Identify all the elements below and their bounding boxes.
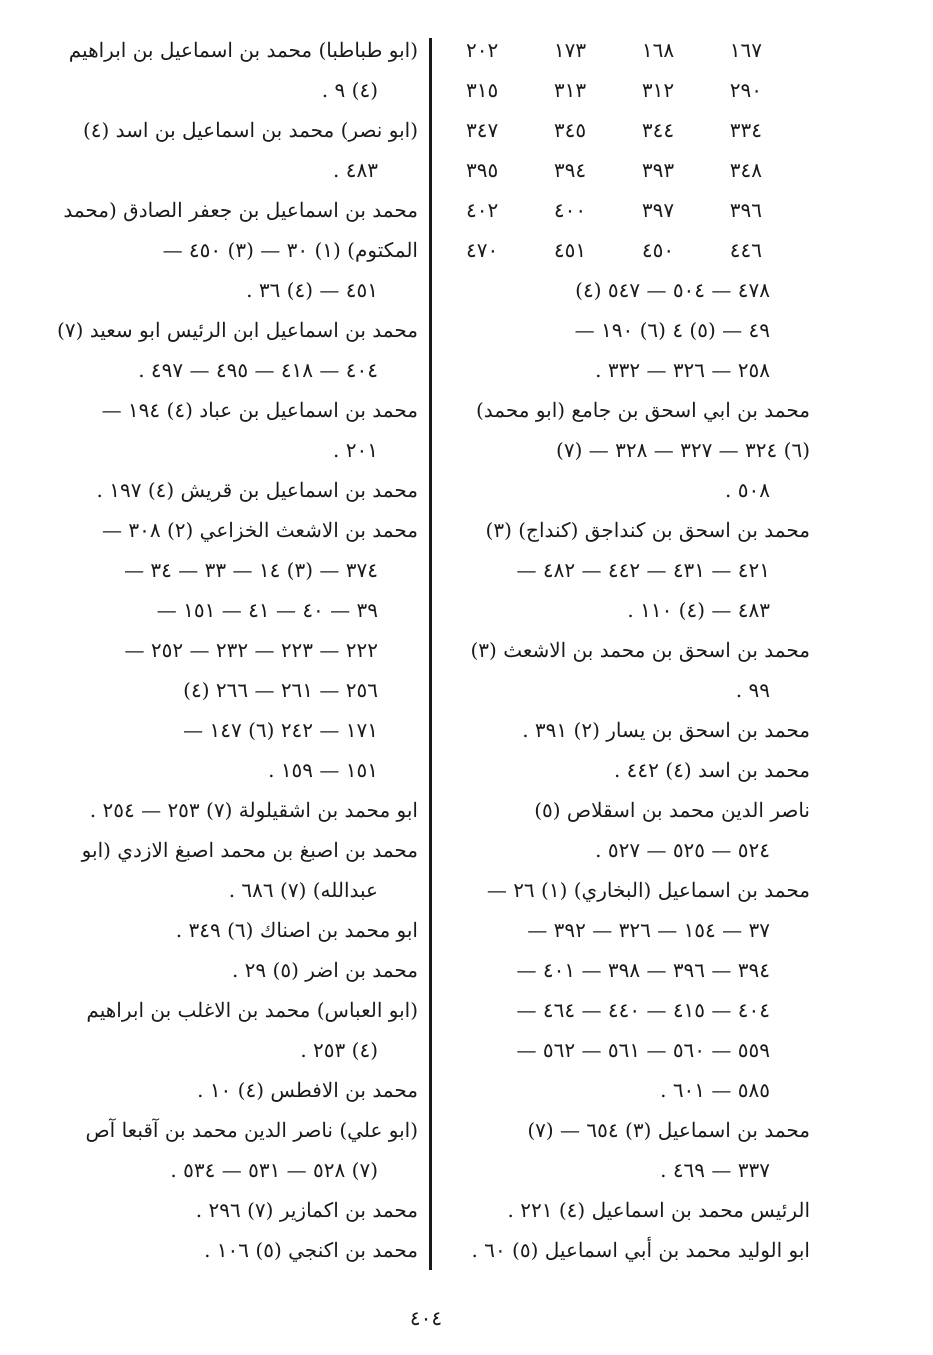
index-continuation: ٤٢١ — ٤٣١ — ٤٤٢ — ٤٨٢ — xyxy=(516,558,770,582)
page-ref: ٣٩٦ xyxy=(729,198,762,222)
page-ref: ٣١٥ xyxy=(466,78,499,102)
page-ref: ٢٠٢ xyxy=(466,38,499,62)
index-continuation: ٥٨٥ — ٦٠١ . xyxy=(660,1078,770,1102)
index-entry: محمد بن اسحق بن كنداجق (كنداج) (٣) xyxy=(485,518,810,542)
page-ref: ٣٩٤ xyxy=(553,158,587,182)
index-continuation: ٤٥١ — (٤) ٣٦ . xyxy=(246,278,378,302)
index-entry: محمد بن اكمازير (٧) ٢٩٦ . xyxy=(195,1198,418,1222)
index-entry: محمد بن اسحق بن يسار (٢) ٣٩١ . xyxy=(522,718,810,742)
index-continuation: ٥٥٩ — ٥٦٠ — ٥٦١ — ٥٦٢ — xyxy=(516,1038,770,1062)
index-entry: ابو محمد بن اشقيلولة (٧) ٢٥٣ — ٢٥٤ . xyxy=(89,798,418,822)
page-ref: ٤٧٠ xyxy=(466,238,499,262)
index-continuation: (٧) ٥٢٨ — ٥٣١ — ٥٣٤ . xyxy=(170,1158,378,1182)
index-continuation: ٥٠٨ . xyxy=(725,478,770,502)
page-ref: ٣١٣ xyxy=(553,78,587,102)
index-entry: محمد بن اسماعيل بن قريش (٤) ١٩٧ . xyxy=(96,478,418,502)
index-continuation: ١٥١ — ١٥٩ . xyxy=(268,758,378,782)
index-entry: (ابو علي) ناصر الدين محمد بن آقبعا آص xyxy=(85,1118,418,1142)
index-continuation: عبدالله) (٧) ٦٨٦ . xyxy=(228,878,378,902)
index-entry: ابو محمد بن اصناك (٦) ٣٤٩ . xyxy=(175,918,418,942)
index-continuation: ٢٥٨ — ٣٢٦ — ٣٣٢ . xyxy=(595,358,770,382)
index-continuation: ٥٢٤ — ٥٢٥ — ٥٢٧ . xyxy=(595,838,770,862)
right-column xyxy=(458,30,810,1270)
index-entry: محمد بن اسماعيل بن جعفر الصادق (محمد xyxy=(63,198,418,222)
index-continuation: ٤٠٤ — ٤١٥ — ٤٤٠ — ٤٦٤ — xyxy=(516,998,770,1022)
index-entry: محمد بن الافطس (٤) ١٠ . xyxy=(197,1078,418,1102)
page-ref: ١٦٨ xyxy=(641,38,675,62)
index-entry: محمد بن اسماعيل ابن الرئيس ابو سعيد (٧) xyxy=(57,318,418,342)
index-entry: (ابو نصر) محمد بن اسماعيل بن اسد (٤) xyxy=(82,118,418,142)
left-column xyxy=(50,30,418,1270)
index-continuation: ٤٨٣ — (٤) ١١٠ . xyxy=(627,598,770,622)
page-ref: ٣٩٧ xyxy=(641,198,675,222)
page-ref: ١٧٣ xyxy=(553,38,587,62)
index-entry: محمد بن اسماعيل (٣) ٦٥٤ — (٧) xyxy=(527,1118,810,1142)
page-ref: ٣٤٤ xyxy=(641,118,675,142)
page-number: ٤٠٤ xyxy=(409,1306,443,1330)
index-entry: محمد بن ابي اسحق بن جامع (ابو محمد) xyxy=(475,398,810,422)
index-continuation: ٣٧ — ١٥٤ — ٣٢٦ — ٣٩٢ — xyxy=(527,918,770,942)
index-entry: الرئيس محمد بن اسماعيل (٤) ٢٢١ . xyxy=(507,1198,810,1222)
page-ref: ٤٥١ xyxy=(553,238,587,262)
index-continuation: ٩٩ . xyxy=(735,678,770,702)
index-continuation: (٤) ٩ . xyxy=(321,78,378,102)
index-continuation: ٤٧٨ — ٥٠٤ — ٥٤٧ (٤) xyxy=(575,278,770,302)
number-row xyxy=(458,30,810,70)
number-row xyxy=(458,70,810,110)
page-ref: ٤٠٠ xyxy=(553,198,587,222)
number-row xyxy=(458,190,810,230)
number-row xyxy=(458,110,810,150)
index-entry: محمد بن اكنجي (٥) ١٠٦ . xyxy=(204,1238,418,1262)
page-ref: ٤٥٠ xyxy=(641,238,675,262)
index-continuation: ٣٣٧ — ٤٦٩ . xyxy=(660,1158,770,1182)
page-ref: ٣١٢ xyxy=(641,78,675,102)
page-ref: ٤٠٢ xyxy=(466,198,499,222)
index-continuation: ٢٥٦ — ٢٦١ — ٢٦٦ (٤) xyxy=(183,678,378,702)
index-entry: محمد بن اسد (٤) ٤٤٢ . xyxy=(613,758,810,782)
index-continuation: ٣٩ — ٤٠ — ٤١ — ١٥١ — xyxy=(156,598,378,622)
page-ref: ٣٣٤ xyxy=(729,118,762,142)
index-entry: محمد بن الاشعث الخزاعي (٢) ٣٠٨ — xyxy=(102,518,418,542)
index-entry: محمد بن اسماعيل (البخاري) (١) ٢٦ — xyxy=(486,878,810,902)
index-continuation: ٤٨٣ . xyxy=(333,158,378,182)
index-entry: ناصر الدين محمد بن اسقلاص (٥) xyxy=(534,798,810,822)
page-ref: ٢٩٠ xyxy=(729,78,762,102)
index-continuation: ١٧١ — ٢٤٢ (٦) ١٤٧ — xyxy=(183,718,378,742)
index-entry: محمد بن اسماعيل بن عباد (٤) ١٩٤ — xyxy=(101,398,418,422)
index-continuation: ٢٠١ . xyxy=(333,438,378,462)
column-divider xyxy=(429,38,432,1270)
page-ref: ٣٩٣ xyxy=(641,158,675,182)
page-ref: ٣٤٥ xyxy=(553,118,587,142)
page-ref: ٣٤٧ xyxy=(466,118,499,142)
index-entry: محمد بن اسحق بن محمد بن الاشعث (٣) xyxy=(470,638,810,662)
number-row xyxy=(458,150,810,190)
index-entry: ابو الوليد محمد بن أبي اسماعيل (٥) ٦٠ . xyxy=(471,1238,810,1262)
index-entry: محمد بن اضر (٥) ٢٩ . xyxy=(231,958,418,982)
page-ref: ٣٩٥ xyxy=(466,158,499,182)
index-continuation: (٤) ٢٥٣ . xyxy=(300,1038,378,1062)
index-entry: (ابو العباس) محمد بن الاغلب بن ابراهيم xyxy=(86,998,418,1022)
index-continuation: ٣٧٤ — (٣) ١٤ — ٣٣ — ٣٤ — xyxy=(124,558,378,582)
index-continuation: (٦) ٣٢٤ — ٣٢٧ — ٣٢٨ — (٧) xyxy=(556,438,810,462)
index-entry: (ابو طباطبا) محمد بن اسماعيل بن ابراهيم xyxy=(68,38,418,62)
index-continuation: المكتوم) (١) ٣٠ — (٣) ٤٥٠ — xyxy=(162,238,418,262)
page-ref: ٤٤٦ xyxy=(729,238,762,262)
page-ref: ٣٤٨ xyxy=(729,158,762,182)
index-continuation: ٤٩ — (٥) ٤ (٦) ١٩٠ — xyxy=(574,318,770,342)
number-row xyxy=(458,230,810,270)
index-continuation: ٤٠٤ — ٤١٨ — ٤٩٥ — ٤٩٧ . xyxy=(138,358,378,382)
page-ref: ١٦٧ xyxy=(729,38,762,62)
index-entry: محمد بن اصبغ بن محمد اصبغ الازدي (ابو xyxy=(81,838,418,862)
index-continuation: ٢٢٢ — ٢٢٣ — ٢٣٢ — ٢٥٢ — xyxy=(124,638,378,662)
index-continuation: ٣٩٤ — ٣٩٦ — ٣٩٨ — ٤٠١ — xyxy=(516,958,770,982)
